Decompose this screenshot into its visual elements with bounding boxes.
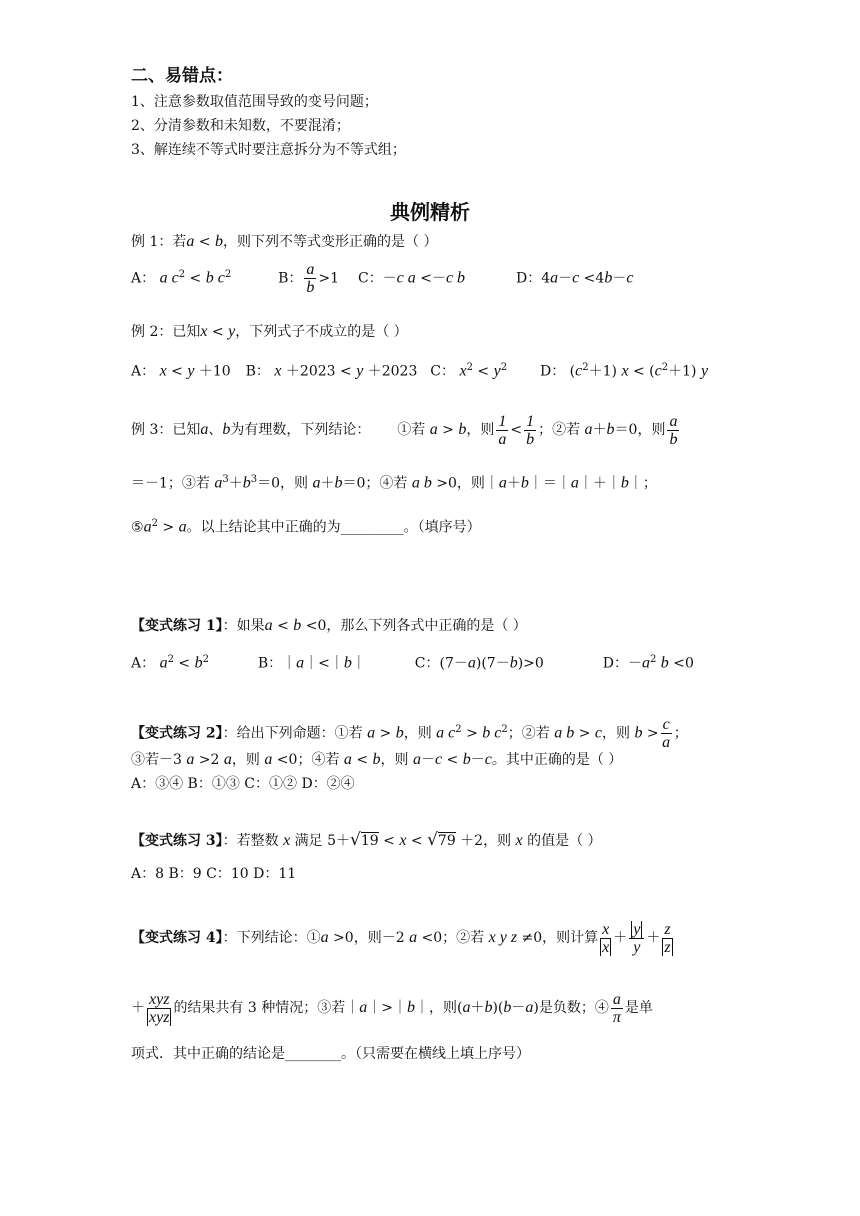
example-2-stem: 例 2：已知x < y，下列式子不成立的是（ ）: [131, 323, 408, 340]
variant-3-options: A：8 B：9 C：10 D：11: [131, 866, 297, 882]
point-3: 3、解连续不等式时要注意拆分为不等式组；: [131, 142, 406, 158]
variant-2-options: A：③④ B：①③ C：①② D：②④: [131, 776, 355, 792]
variant-2-line-1: 【变式练习 2】：给出下列命题：①若 a > b，则 a $c^2 > b$ $c^2$；②若 a b > c，则 b > $\frac{c}{a}$ ；: [131, 716, 688, 752]
variant-1-options: A： $a^2 < b^2$ B：｜a｜<｜b｜ C：(7－a)(7－b)>0 D：$-a^2$ b <0: [131, 654, 694, 672]
variant-4-line-2: ＋ $\frac{\text{xyz}}{\text{xyz}}$ 的结果共有 3 种情况；③若｜a｜>｜b｜，则(a＋b)(b－a)是负数；④ $\frac{a}{\pi}$ 是单: [131, 990, 653, 1026]
example-3-line-3: $⑤a^2 > a$。以上结论其中正确的为_________。（填序号）: [131, 518, 481, 536]
example-2-options: A： x < y ＋10 B： x ＋2023 < y ＋2023 C： $x^2 < y^2$ D： $(c^2+1) x < (c^2+1)$ y: [131, 362, 709, 380]
example-1-options: A： a $c^2 < b$ $c^2$ B： $\frac{a}{b}$ >1 C：－c a <－c b D：4a－c <4b－c: [131, 261, 634, 297]
variant-4-line-3: 项式．其中正确的结论是________。（只需要在横线上填上序号）: [131, 1046, 530, 1062]
example-3-line-2: ＝－1；③若 $a^3+b^3=0$，则 a＋b＝0；④若 a b >0，则｜a＋b｜＝｜a｜＋｜b｜；: [131, 474, 657, 492]
variant-2-line-2: ③若－3 a >2 a，则 a <0；④若 a < b，则 a－c < b－c。其中正确的是（ ）: [131, 751, 623, 768]
example-3-line-1: 例 3：已知a、b为有理数，下列结论： ①若 a > b，则 $\frac{1}{a}$ < $\frac{1}{b}$ ；②若 a＋b＝0，则 $\frac{a}{b}$: [131, 412, 678, 448]
example-1-stem: 例 1：若a < b，则下列不等式变形正确的是（ ）: [131, 233, 438, 250]
point-2: 2、分清参数和未知数，不要混淆；: [131, 118, 350, 134]
page-title: 典例精析: [390, 200, 470, 224]
variant-4-line-1: 【变式练习 4】：下列结论：①a >0，则－2 a <0；②若 x y z ≠0，则计算 $\frac{x}{x}$ ＋ $\frac{y}{y}$ ＋ $\frac{z}{z}$: [131, 920, 671, 956]
section-heading: 二、易错点：: [131, 66, 233, 86]
point-1: 1、注意参数取值范围导致的变号问题；: [131, 94, 378, 110]
variant-1-stem: 【变式练习 1】：如果a < b <0，那么下列各式中正确的是（ ）: [131, 617, 527, 634]
variant-3-stem: 【变式练习 3】：若整数 x 满足 5＋√19 < x < √79 ＋2，则 x 的值是（ ）: [131, 830, 602, 850]
